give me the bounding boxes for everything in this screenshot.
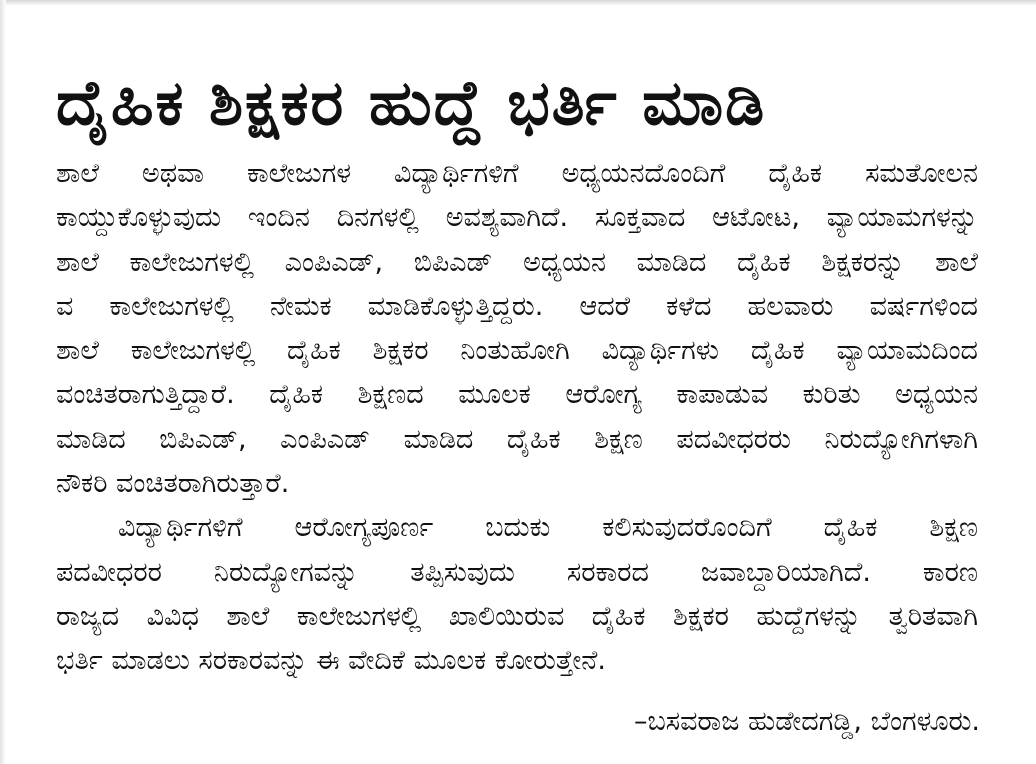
scan-edge-left [0,0,6,764]
scan-edge-top [0,0,1036,6]
paragraph-1-line-6: ವಂಚಿತರಾಗುತ್ತಿದ್ದಾರೆ. ದೈಹಿಕ ಶಿಕ್ಷಣದ ಮೂಲಕ ಆರೋಗ್ಯ ಕಾಪಾಡುವ ಕುರಿತು ಅಧ್ಯಯನ [56,379,978,411]
paragraph-2-line-1: ವಿದ್ಯಾರ್ಥಿಗಳಿಗೆ ಆರೋಗ್ಯಪೂರ್ಣ ಬದುಕು ಕಲಿಸುವುದರೊಂದಿಗೆ ದೈಹಿಕ ಶಿಕ್ಷಣ [118,512,978,544]
paragraph-2-line-3: ರಾಜ್ಯದ ವಿವಿಧ ಶಾಲೆ ಕಾಲೇಜುಗಳಲ್ಲಿ ಖಾಲಿಯಿರುವ ದೈಹಿಕ ಶಿಕ್ಷಕರ ಹುದ್ದೆಗಳನ್ನು ತ್ವರಿತವಾಗಿ [56,600,978,632]
paragraph-1-line-5: ಶಾಲೆ ಕಾಲೇಜುಗಳಲ್ಲಿ ದೈಹಿಕ ಶಿಕ್ಷಕರ ನಿಂತುಹೋಗಿ ವಿದ್ಯಾರ್ಥಿಗಳು ದೈಹಿಕ ವ್ಯಾಯಾಮದಿಂದ [56,335,978,367]
paragraph-2-line-4: ಭರ್ತಿ ಮಾಡಲು ಸರಕಾರವನ್ನು ಈ ವೇದಿಕೆ ಮೂಲಕ ಕೋರುತ್ತೇನೆ. [56,645,606,677]
article-headline: ದೈಹಿಕ ಶಿಕ್ಷಕರ ಹುದ್ದೆ ಭರ್ತಿ ಮಾಡಿ [56,66,767,139]
paragraph-2-line-2: ಪದವೀಧರರ ನಿರುದ್ಯೋಗವನ್ನು ತಪ್ಪಿಸುವುದು ಸರಕಾರದ ಜವಾಬ್ದಾರಿಯಾಗಿದೆ. ಕಾರಣ [56,556,978,588]
article-body [56,152,978,684]
paragraph-1-line-3: ಶಾಲೆ ಕಾಲೇಜುಗಳಲ್ಲಿ ಎಂಪಿಎಡ್, ಬಿಪಿಎಡ್ ಅಧ್ಯಯನ ಮಾಡಿದ ದೈಹಿಕ ಶಿಕ್ಷಕರನ್ನು ಶಾಲೆ [56,246,978,278]
author-signature: –ಬಸವರಾಜ ಹುಡೇದಗಡ್ಡಿ, ಬೆಂಗಳೂರು. [633,706,980,737]
paragraph-1-line-8: ನೌಕರಿ ವಂಚಿತರಾಗಿರುತ್ತಾರೆ. [56,468,290,500]
paragraph-1-line-7: ಮಾಡಿದ ಬಿಪಿಎಡ್, ಎಂಪಿಎಡ್ ಮಾಡಿದ ದೈಹಿಕ ಶಿಕ್ಷಣ ಪದವೀಧರರು ನಿರುದ್ಯೋಗಿಗಳಾಗಿ [56,423,978,455]
paragraph-1-line-1: ಶಾಲೆ ಅಥವಾ ಕಾಲೇಜುಗಳ ವಿದ್ಯಾರ್ಥಿಗಳಿಗೆ ಅಧ್ಯಯನದೊಂದಿಗೆ ದೈಹಿಕ ಸಮತೋಲನ [56,158,978,189]
paragraph-1-line-2: ಕಾಯ್ದುಕೊಳ್ಳುವುದು ಇಂದಿನ ದಿನಗಳಲ್ಲಿ ಅವಶ್ಯವಾಗಿದೆ. ಸೂಕ್ತವಾದ ಆಟೋಟ, ವ್ಯಾಯಾಮಗಳನ್ನು [56,202,978,234]
paragraph-1-line-4: ವ ಕಾಲೇಜುಗಳಲ್ಲಿ ನೇಮಕ ಮಾಡಿಕೊಳ್ಳುತ್ತಿದ್ದರು. ಆದರೆ ಕಳೆದ ಹಲವಾರು ವರ್ಷಗಳಿಂದ [56,290,978,322]
